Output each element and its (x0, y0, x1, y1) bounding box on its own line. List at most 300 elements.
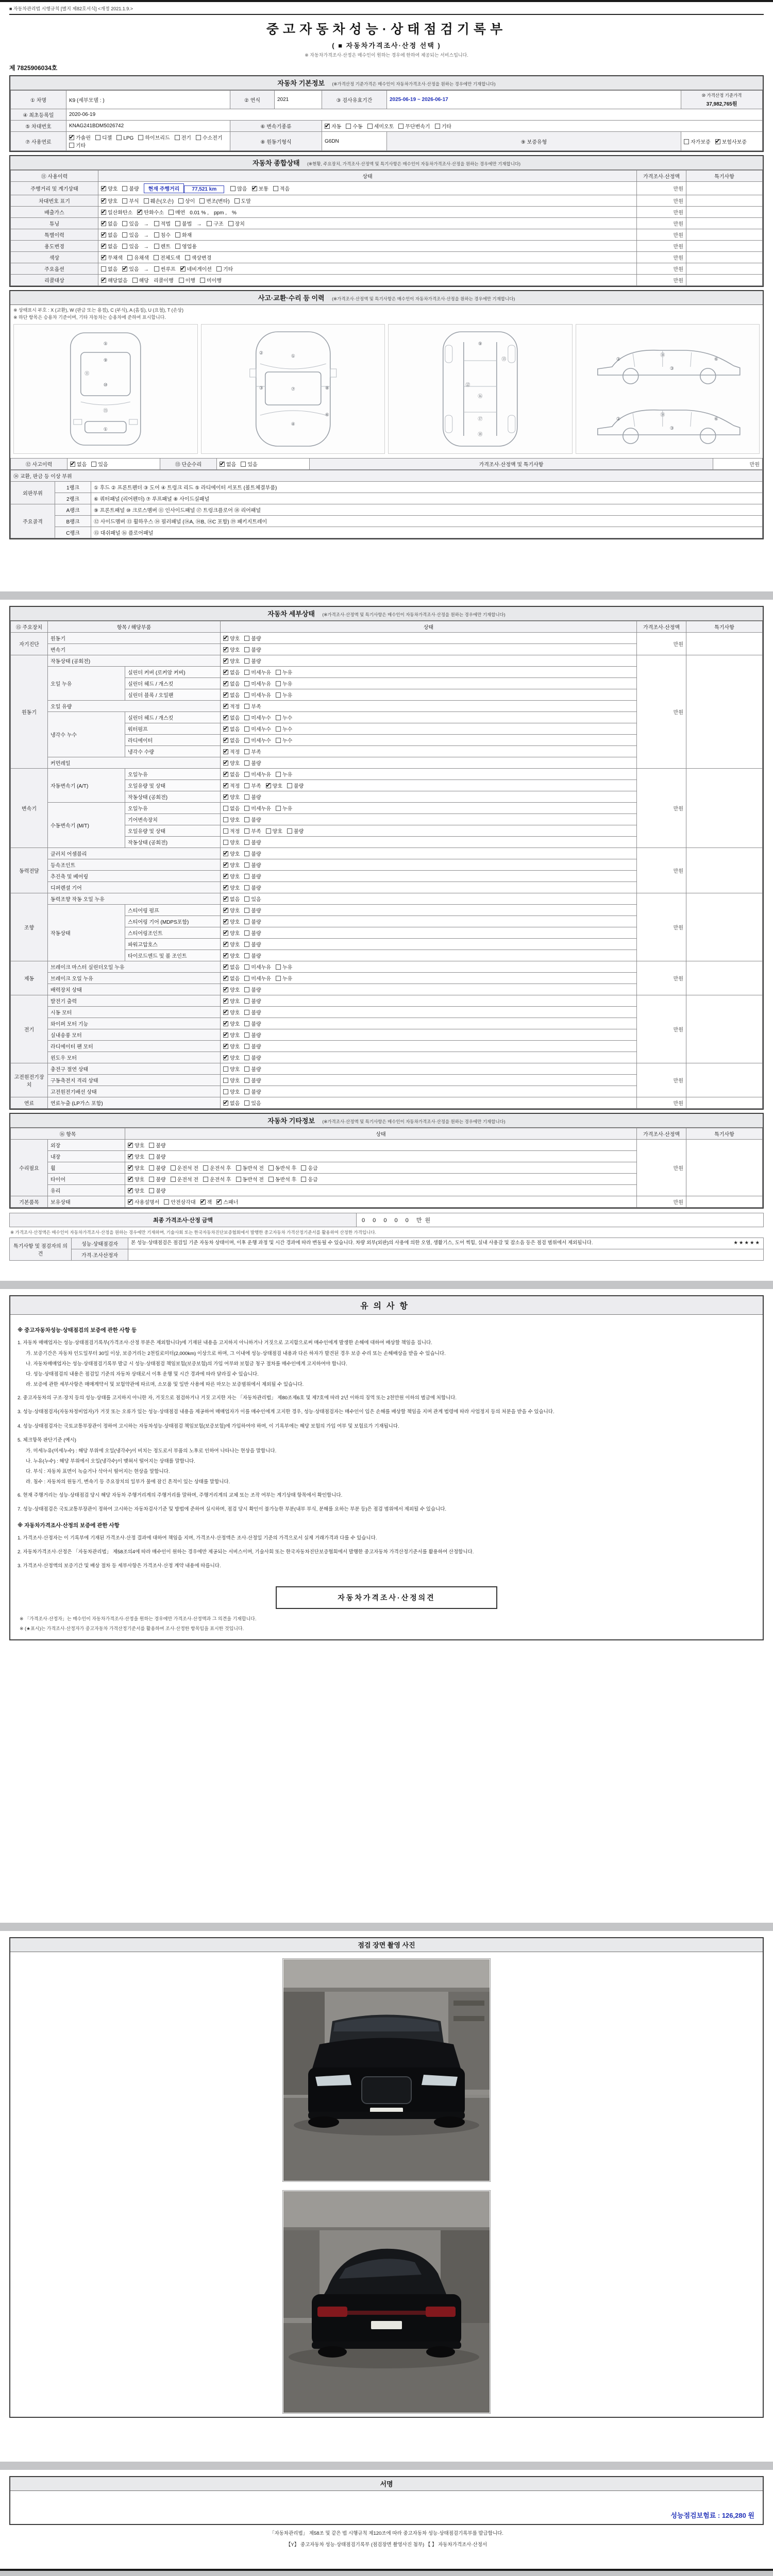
detail-row (11, 961, 763, 973)
check-label: 양호 (230, 659, 240, 665)
usage-item-state (98, 182, 637, 195)
car-diagrams (10, 322, 763, 458)
item-state (221, 769, 637, 780)
check-item (138, 133, 170, 141)
checkbox-unchecked-icon (91, 462, 96, 467)
checkbox-unchecked-icon (95, 135, 100, 140)
basic-info-caption: (※가격산정 기준가격은 매수인이 자동차가격조사·산정을 원하는 경우에만 기재합니다) (332, 81, 496, 87)
check-label: 양호 (230, 863, 240, 869)
checkbox-unchecked-icon (200, 278, 205, 283)
diagram-part-number: ⑧ (325, 385, 329, 391)
check-label: 불량 (251, 795, 261, 801)
check-item (268, 1164, 296, 1172)
check-item (223, 940, 240, 948)
check-item (244, 782, 261, 789)
summary-row (11, 229, 763, 241)
usage-item-label: 주행거리 및 계기상태 (11, 182, 98, 195)
usage-item-label: 주요옵션 (11, 263, 98, 275)
checkbox-checked-icon (216, 1199, 222, 1205)
check-item (244, 816, 261, 823)
etc-item-label: 내장 (48, 1151, 125, 1162)
check-item (223, 861, 240, 869)
diagram-part-number: ② (259, 350, 263, 355)
check-item (223, 884, 240, 891)
check-label: 자가보증 (691, 139, 711, 145)
detail-col-device: ⑮ 주요장치 (11, 621, 48, 633)
etc-row (11, 1140, 763, 1151)
item-state (221, 882, 637, 893)
subitem-label: 기어변속장치 (125, 814, 221, 825)
base-price-value: 37,982,765원 (706, 101, 737, 107)
checkbox-checked-icon (69, 135, 74, 140)
appraiser-opinion-text (128, 1249, 764, 1261)
checkbox-checked-icon (223, 862, 228, 868)
notice-title: 유의사항 (10, 1296, 763, 1315)
detail-head-row (11, 621, 763, 633)
item-state (221, 927, 637, 939)
check-item (244, 850, 261, 857)
subitem-label: 실린더 헤드 / 개스킷 (125, 712, 221, 723)
item-state (221, 984, 637, 995)
check-label: 없음 (230, 670, 240, 676)
document-note: ※ 자동차가격조사·산정은 매수인이 원하는 경우에 한하여 제공되는 서비스입니다. (305, 53, 468, 58)
vin-value: KNAG241BDM5026742 (66, 121, 230, 132)
check-item (223, 770, 240, 778)
checkbox-unchecked-icon (244, 658, 249, 664)
first-registration-value: 2020-06-19 (66, 109, 763, 121)
check-label: 없음 (77, 462, 87, 468)
check-item (132, 276, 149, 284)
checkbox-unchecked-icon (244, 885, 249, 890)
state-text: 리콜이행 (153, 278, 174, 284)
checkbox-checked-icon (128, 1143, 133, 1148)
check-item (223, 1031, 240, 1039)
etc-row (11, 1196, 763, 1208)
notice-item: 라. 침수 : 자동차의 원동기, 변속기 등 주요장치의 일부가 물에 잠긴 흔적이 있는 상태를 말합니다. (26, 1479, 230, 1485)
check-label: 양호 (230, 636, 240, 642)
section-divider (0, 1923, 773, 1931)
check-item (101, 208, 132, 216)
item-state (221, 1007, 637, 1018)
accident-price-note-label: 가격조사·산정액 및 특기사항 (310, 459, 713, 470)
check-item (122, 197, 139, 205)
basic-row-1 (11, 91, 763, 109)
notice-item: 2. 자동차가격조사·산정은 「자동차관리법」 제58조의4에 따라 매수인이 원하는 경우에만 제공되는 서비스이며, 기술사회 또는 한국자동차진단보증협회에서 발행한 중고자동차 가격산정기준서를 활용하여 산정합니다. (18, 1549, 474, 1555)
check-label: 불량 (156, 1177, 166, 1183)
item-state (221, 791, 637, 803)
notice-item: 2. 중고자동차의 구조·장치 등의 성능·상태를 고지하지 아니한 자, 거짓으로 점검하거나 거짓 고지한 자는 「자동차관리법」 제80조제6호 및 제7호에 따라 2년 이하의 징역 또는 2천만원 이하의 벌금에 처합니다. (18, 1395, 457, 1401)
device-label: 제동 (11, 961, 48, 995)
diagram-part-number: ⑥ (325, 412, 329, 417)
rank-parts: ⑮ 대쉬패널 ⑯ 플로어패널 (91, 527, 763, 538)
state-text: → (143, 222, 149, 227)
check-item (684, 138, 711, 145)
item-label: 충전구 절연 상태 (48, 1063, 221, 1075)
check-label: 적정 (230, 750, 240, 755)
accident-checks (68, 459, 160, 470)
check-item (122, 231, 139, 239)
basic-row-2 (11, 109, 763, 121)
check-item (244, 872, 261, 880)
diagram-part-number: ⑥ (714, 357, 718, 362)
footer-issuance-line: 「자동차관리법」 제58조 및 같은 법 시행규칙 제120조에 따라 중고자동차 성능·상태점검기록부를 발급합니다. (270, 2531, 503, 2536)
check-item (244, 906, 261, 914)
checkbox-unchecked-icon (268, 1165, 274, 1171)
usage-item-state (98, 252, 637, 263)
checkbox-checked-icon (223, 670, 228, 675)
checkbox-unchecked-icon (244, 896, 249, 902)
engine-type-value: G6DN (322, 132, 387, 151)
item-state (221, 961, 637, 973)
checkbox-unchecked-icon (216, 266, 222, 272)
check-label: 색상변경 (191, 256, 212, 261)
check-label: 불량 (251, 1078, 261, 1084)
check-item (69, 141, 86, 149)
checkbox-unchecked-icon (244, 976, 249, 981)
checkbox-unchecked-icon (69, 143, 74, 148)
check-item (223, 804, 240, 812)
rank-parts: ① 후드 ② 프론트펜더 ③ 도어 ④ 트렁크 리드 ⑤ 라디에이터 서포트 (볼트체결부품) (91, 482, 763, 493)
checkbox-unchecked-icon (149, 1188, 154, 1193)
check-item (203, 1164, 231, 1172)
checkbox-unchecked-icon (149, 1165, 154, 1171)
exchange-rank-table (10, 470, 763, 538)
summary-head-row (11, 171, 763, 182)
notice-item: 가. 보증기간은 자동차 인도일부터 30일 이상, 보증거리는 2천킬로미터(2,000km) 이상으로 하며, 그 이내에 성능·상태점검 내용과 다른 하자가 발견된 경우 보증 수리 또는 손해배상을 받을 수 있습니다. (26, 1351, 446, 1357)
checkbox-checked-icon (122, 266, 127, 272)
rank-label: 2랭크 (55, 493, 91, 504)
check-label: 양호 (230, 1033, 240, 1039)
check-item (101, 184, 117, 192)
check-label: 없음 (230, 716, 240, 721)
summary-col-note: 특기사항 (686, 171, 763, 182)
warranty-type-label: ⑨ 보증유형 (387, 132, 681, 151)
check-item (244, 714, 271, 721)
check-item (244, 895, 261, 903)
notice-item: 라. 보증에 관한 세부사항은 매매계약서 및 보험약관에 따르며, 소모품 및 일반 사용에 따른 마모는 보증범위에서 제외될 수 있습니다. (26, 1382, 304, 1388)
etc-item-state (125, 1151, 637, 1162)
checkbox-unchecked-icon (196, 135, 201, 140)
checkbox-unchecked-icon (241, 462, 246, 467)
check-label: 불량 (251, 1010, 261, 1016)
summary-row (11, 241, 763, 252)
etc-item-state (125, 1185, 637, 1196)
check-item (244, 861, 261, 869)
item-label: 작동상태 (48, 905, 125, 961)
usage-item-state (98, 275, 637, 286)
check-item (223, 1099, 240, 1107)
note-cell (686, 241, 763, 252)
check-label: 누유 (282, 693, 293, 699)
price-cell: 만원 (637, 961, 686, 995)
valuation-opinion-box: 자동차가격조사·산정의견 (276, 1586, 497, 1609)
check-item (244, 963, 271, 971)
checkbox-unchecked-icon (435, 124, 440, 129)
mileage-label: 현재 주행거리 (144, 183, 184, 193)
accident-section (9, 290, 764, 539)
check-label: 불량 (156, 1166, 166, 1172)
check-label: 없음 (230, 693, 240, 699)
diagram-part-number: ③ (259, 385, 263, 391)
checkbox-checked-icon (223, 908, 228, 913)
check-label: 운전석 전 (177, 1177, 199, 1183)
fuel-checks (66, 132, 230, 151)
notice-item: 6. 현재 주행거리는 성능·상태점검 당시 해당 자동차 주행거리계의 주행거리를 말하며, 주행거리계의 교체 또는 조작 여부는 계기상태 항목에서 확인합니다. (18, 1492, 343, 1498)
checkbox-unchecked-icon (223, 817, 228, 822)
check-item (244, 827, 261, 835)
check-label: 기타 (441, 124, 451, 130)
diagram-part-number: ③ (669, 426, 674, 431)
check-item (236, 1175, 264, 1183)
checkbox-checked-icon (200, 1199, 206, 1205)
item-label: 라디에이터 팬 모터 (48, 1041, 221, 1052)
basic-info-header (10, 76, 763, 90)
checkbox-unchecked-icon (122, 186, 127, 191)
summary-caption: (※현황, 주요장치, 가격조사·산정액 및 특기사항은 매수인이 자동차가격조사·산정을 원하는 경우에만 기재합니다) (307, 161, 520, 166)
detail-table (10, 621, 763, 1109)
check-item (149, 1164, 165, 1172)
checkbox-unchecked-icon (175, 221, 180, 226)
checkbox-unchecked-icon (169, 210, 174, 215)
check-item (244, 1065, 261, 1073)
checkbox-unchecked-icon (223, 1078, 228, 1083)
checkbox-checked-icon (223, 794, 228, 800)
check-item (200, 1198, 212, 1206)
check-item (122, 265, 139, 273)
check-label: 미세누유 (251, 693, 271, 699)
item-label: 디퍼렌셜 기어 (48, 882, 221, 893)
photo-area (10, 1952, 763, 2417)
car-name-value: K9 (세부모델 : ) (66, 91, 230, 109)
check-label: 누유 (282, 670, 293, 676)
check-label: 누수 (282, 716, 293, 721)
check-item (244, 918, 261, 925)
etc-header (10, 1114, 763, 1128)
note-cell (686, 275, 763, 286)
transmission-checks (322, 121, 763, 132)
check-item (223, 680, 240, 687)
check-item (244, 1020, 261, 1027)
checkbox-checked-icon (70, 462, 75, 467)
price-cell: 만원 (637, 263, 686, 275)
state-text: → (143, 244, 149, 250)
check-label: 양호 (230, 818, 240, 823)
check-item (154, 265, 176, 273)
rank-row (11, 527, 763, 538)
check-item (223, 714, 240, 721)
check-item (276, 963, 292, 971)
checkbox-unchecked-icon (203, 1165, 208, 1171)
detail-row (11, 769, 763, 780)
check-item (154, 253, 180, 261)
check-label: 누유 (282, 682, 293, 687)
check-item (346, 122, 362, 130)
check-item (223, 963, 240, 971)
item-label: 냉각수 누수 (48, 712, 125, 757)
checkbox-unchecked-icon (276, 670, 281, 675)
check-item (244, 986, 261, 993)
check-item (149, 1153, 165, 1160)
subitem-label: 오일유량 및 상태 (125, 780, 221, 791)
note-cell (686, 1063, 763, 1097)
check-label: 양호 (230, 795, 240, 801)
device-label: 원동기 (11, 655, 48, 769)
item-label: 브레이크 마스터 실린더오일 누유 (48, 961, 221, 973)
summary-row (11, 263, 763, 275)
check-label: 있음 (98, 462, 108, 468)
check-label: 양호 (230, 852, 240, 857)
check-label: 양호 (230, 1090, 240, 1095)
checkbox-unchecked-icon (230, 186, 236, 191)
check-item (216, 1198, 238, 1206)
check-label: 전기 (181, 135, 191, 141)
item-label: 실내송풍 모터 (48, 1029, 221, 1041)
checkbox-checked-icon (101, 210, 106, 215)
checkbox-unchecked-icon (244, 681, 249, 686)
check-label: 양호 (230, 886, 240, 891)
car-front-structure-diagram (13, 324, 198, 454)
check-item (276, 804, 292, 812)
item-label: 변속기 (48, 644, 221, 655)
checkbox-unchecked-icon (244, 670, 249, 675)
check-item (223, 793, 240, 801)
check-label: 일산화탄소 (108, 210, 133, 216)
check-item (223, 1088, 240, 1095)
checkbox-checked-icon (223, 692, 228, 698)
diagram-part-number: ⑤ (103, 341, 108, 346)
checkbox-unchecked-icon (287, 828, 292, 834)
check-item (244, 1099, 261, 1107)
check-label: 해당 (139, 278, 149, 284)
usage-item-label: 배출가스 (11, 207, 98, 218)
check-item (244, 702, 261, 710)
check-label: 안전삼각대 (171, 1200, 196, 1206)
subitem-label: 스티어링 기어 (MDPS포함) (125, 916, 221, 927)
check-item (223, 1065, 240, 1073)
price-cell: 만원 (637, 633, 686, 655)
check-item (223, 1042, 240, 1050)
note-cell (686, 961, 763, 995)
check-label: 적법 (160, 222, 171, 227)
summary-row (11, 218, 763, 229)
note-cell (686, 207, 763, 218)
inspection-photo-front (282, 1958, 491, 2182)
signature-section (9, 2476, 764, 2525)
rank-row (11, 504, 763, 516)
checkbox-unchecked-icon (276, 692, 281, 698)
check-label: 수동 (352, 124, 363, 130)
checkbox-checked-icon (223, 998, 228, 1004)
check-item (244, 680, 271, 687)
item-label: 배력장치 상태 (48, 984, 221, 995)
checkbox-checked-icon (223, 976, 228, 981)
item-label: 클러치 어셈블리 (48, 848, 221, 859)
detail-caption: (※가격조사·산정액 및 특기사항은 매수인이 자동차가격조사·산정을 원하는 경우에만 기재합니다) (322, 612, 506, 617)
price-cell: 만원 (637, 655, 686, 769)
item-state (221, 893, 637, 905)
detail-row (11, 995, 763, 1007)
notice-item: 3. 성능·상태점검자(자동차정비업자)가 거짓 또는 오류가 있는 성능·상태점검 내용을 제공하여 매매업자가 이를 매수인에게 고지한 경우, 성능·상태점검자는 매수인이 입은 손해를 배상할 책임을 지며 관계 법령에 따라 사업정지 등의 처분을 받을 수 있습니다. (18, 1409, 554, 1415)
price-cell: 만원 (637, 1063, 686, 1097)
checkbox-checked-icon (223, 647, 228, 652)
checkbox-unchecked-icon (244, 704, 249, 709)
subitem-label: 실린더 커버 (로커암 커버) (125, 667, 221, 678)
checkbox-unchecked-icon (223, 1066, 228, 1072)
photos-block (0, 1931, 773, 2462)
check-item (244, 940, 261, 948)
rating-stars: ★★★★★ (733, 1240, 761, 1246)
detail-col-price: 가격조사·산정액 (637, 621, 686, 633)
check-item (244, 929, 261, 937)
check-label: 렌트 (160, 244, 171, 250)
diagram-part-number: ⑬ (501, 357, 507, 362)
check-item (715, 138, 747, 145)
checkbox-unchecked-icon (223, 828, 228, 834)
check-item (223, 1054, 240, 1061)
check-label: 침수 (160, 233, 171, 239)
device-label: 변속기 (11, 769, 48, 848)
check-label: 미세누수 (251, 716, 271, 721)
rank-row (11, 516, 763, 527)
rank-group-label: 주요골격 (11, 504, 55, 538)
check-label: 없음 (230, 772, 240, 778)
rank-parts: ⑨ 프론트패널 ⑩ 크로스멤버 ⑪ 인사이드패널 ⑰ 트렁크플로어 ⑱ 리어패널 (91, 504, 763, 516)
check-label: 없음 (108, 244, 118, 250)
check-item (244, 634, 261, 642)
check-label: 없음 (230, 1101, 240, 1107)
checkbox-unchecked-icon (276, 806, 281, 811)
checkbox-checked-icon (101, 198, 106, 204)
item-state (221, 848, 637, 859)
check-item (244, 1088, 261, 1095)
check-item (185, 253, 212, 261)
check-label: 없음 (230, 965, 240, 971)
check-item (101, 253, 123, 261)
check-item (276, 680, 292, 687)
checkbox-unchecked-icon (154, 266, 159, 272)
checkbox-unchecked-icon (223, 806, 228, 811)
item-state (221, 871, 637, 882)
check-item (244, 736, 271, 744)
checkbox-checked-icon (325, 124, 330, 129)
accident-header (10, 291, 763, 305)
checkbox-checked-icon (128, 1165, 133, 1171)
check-item (171, 1175, 198, 1183)
accident-label: ⑫ 사고이력 (11, 459, 68, 470)
check-item (175, 219, 192, 227)
checkbox-checked-icon (101, 278, 106, 283)
check-label: 불량 (251, 886, 261, 891)
checkbox-unchecked-icon (199, 198, 205, 204)
check-item (128, 1198, 159, 1206)
item-label: 연료누출 (LP가스 포함) (48, 1097, 221, 1109)
check-label: 불량 (156, 1143, 166, 1149)
diagram-part-number: ⑯ (478, 394, 483, 399)
item-state (221, 780, 637, 791)
check-item (287, 782, 304, 789)
check-item (116, 135, 133, 141)
checkbox-unchecked-icon (276, 726, 281, 732)
check-label: 무단변속기 (405, 124, 430, 130)
check-label: 불량 (156, 1155, 166, 1160)
check-item (244, 1008, 261, 1016)
checkbox-checked-icon (223, 704, 228, 709)
check-label: 동반석 전 (242, 1177, 264, 1183)
note-cell (686, 655, 763, 769)
checkbox-checked-icon (180, 266, 186, 272)
checkbox-unchecked-icon (244, 930, 249, 936)
check-item (268, 1175, 296, 1183)
